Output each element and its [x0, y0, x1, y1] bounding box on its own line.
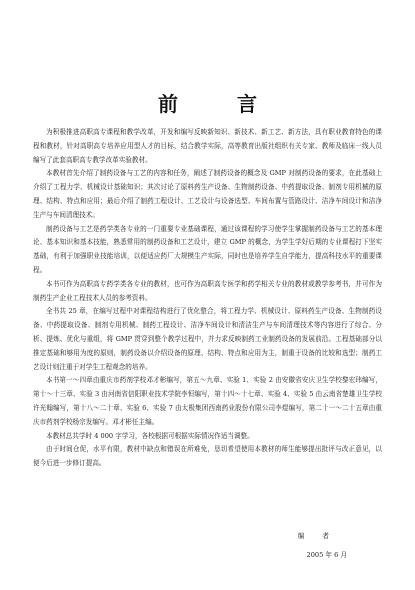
page-title: 前 言 — [158, 92, 283, 116]
paragraph: 由于时间仓促，水平有限，教材中缺点和错误在所难免，恳切希望使用本教材的师生能够提出批评与改正意见，以便今后进一步修订提高。 — [33, 445, 382, 468]
paragraph: 本书可作为高职高专药学类各专业的教材，也可作为高职高专医学和药学相关专业的教材或教学参考书，并可作为制药生产企业工程技术人员的参考资料。 — [33, 279, 382, 302]
paragraph: 本书第一～四章由重庆市药剂学校邓才彬编写，第五～九章、实验 1、实验 2 由安徽省安庆卫生学校黎宏玮编写，第十～十三章、实验 3 由河南省信阳职业技术学院李恒编写，第十四～十七章、实验 4、实验 5 由云南省楚雄卫生学校许光翰编写，第十八～二十章、实验 6、实验 7 由太极集团西南药业股份有限公司李煜编写，第二十一～二十五章由重庆市药剂学校杨宗发编写。邓才彬任主编。 — [33, 376, 382, 426]
paragraph: 全书共 25 章，在编写过程中对课程结构进行了优化整合，将工程力学、机械设计、原料药生产设备、生物制药设备、中药提取设备、制剂专用机械、制药工程设计、洁净车间设计和清洁生产与车间清理技术等内容进行了综合、分析、提炼、优化与重组，将 GMP 贯穿到整个教学过程中，并力求反映制药工业制药设备的发展前沿。工程基础部分以推定基础和够用为度的原则，制药设备以介绍设备的原理、结构、特点和应用为主，制重于设备的比较和选型；制药工艺设计则注重于对学生工程观念的培养。 — [33, 307, 382, 371]
preface-body — [33, 126, 382, 471]
preface-date: 2005 年 6 月 — [306, 551, 347, 559]
paragraph: 制药设备与工艺是药学类各专业的一门重要专业基础课程，通过该课程的学习使学生掌握制药设备与工艺的基本理论、基本知识和基本技能，熟悉常用的制药设备和工艺设计，建立 GMP 的概念，为学生学好后期的专业课程打下坚实基础，有利于加强职业技能培训，以便适应药厂大规模生产实际，同时也是培养学生自学能力，提高科技水平的重要课程。 — [33, 224, 382, 274]
paragraph: 本教材总共学时 4 000 字学习，各校根据可根据实际情况作适当调整。 — [46, 431, 254, 440]
paragraph: 本教材首先介绍了制药设备与工艺的内容和任务，阐述了制药设备的概念及 GMP 对制药设备的要求，在此基础上介绍了工程力学、机械设计基础知识；其次讨论了原料药生产设备、生物制药设备、中药提取设备、制剂专用机械的原理、结构、特点和应用；最后介绍了制药工程设计、工艺设计与设备选型、车间布置与管路设计、洁净车间设计和洁净生产与车间清理技术。 — [33, 169, 382, 219]
paragraph: 为积极推进高职高专课程和教学改革，开发和编写反映新知识、新技术、新工艺、新方法，具有职业教育特色的课程和教材，针对高职高专培养应用型人才的目标，结合教学实际，高等教育出版社组织有关专家、教师及临床一线人员编写了此套高职高专教学改革实验教材。 — [33, 128, 382, 164]
editor-signature: 编 者 — [297, 532, 337, 540]
